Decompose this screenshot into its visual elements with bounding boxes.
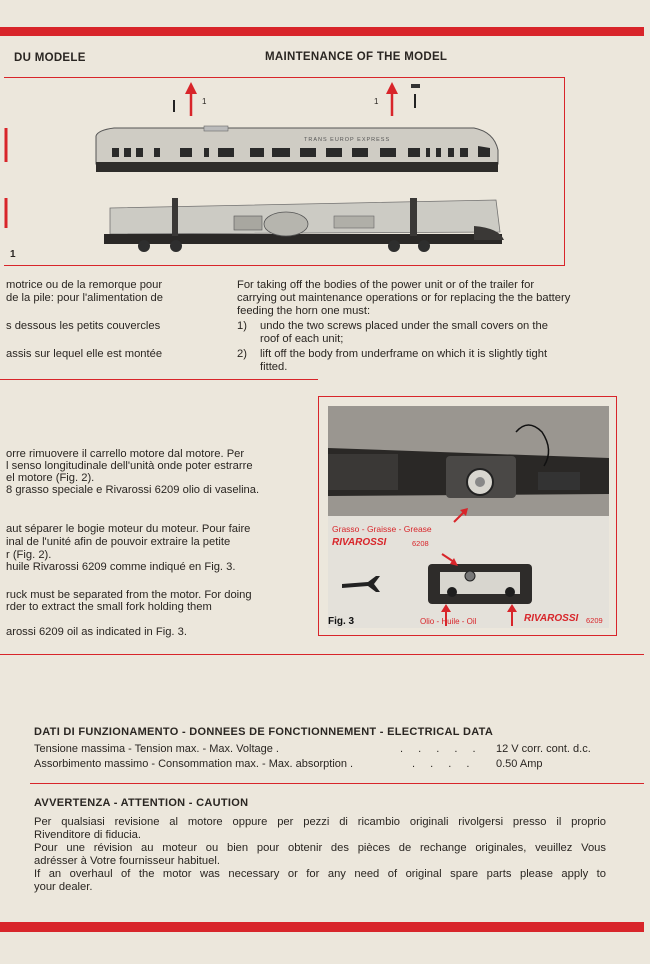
header-right: MAINTENANCE OF THE MODEL (265, 51, 448, 63)
table-row (34, 743, 279, 755)
figure-1-frame (4, 77, 565, 266)
italian-line: el motore (Fig. 2). (6, 472, 95, 484)
oil-code: 6209 (586, 616, 603, 625)
step-line: lift off the body from underframe on which it is slightly tight (260, 348, 548, 360)
english-line: arossi 6209 oil as indicated in Fig. 3. (6, 626, 187, 638)
italian-line: 8 grasso speciale e Rivarossi 6209 olio di vaselina. (6, 484, 260, 496)
warning-line: adrésser à Votre fournisseur habituel. (34, 855, 220, 867)
figure-1-label: 1 (10, 249, 16, 260)
warning-title: AVVERTENZA - ATTENTION - CAUTION (34, 797, 249, 809)
english-line: ruck must be separated from the motor. For doing (6, 589, 252, 601)
chassis (104, 198, 504, 252)
warning-line: your dealer. (34, 881, 93, 893)
french-line: r (Fig. 2). (6, 549, 52, 561)
grease-brand-logo: RIVAROSSI (332, 537, 387, 548)
italian-line: l senso longitudinale dell'unità onde poter estrarre (6, 460, 253, 472)
step-line: undo the two screws placed under the small covers on the (260, 320, 548, 332)
row-label: Tensione massima - Tension max. - Max. Voltage . (34, 743, 279, 755)
row-dots: . . . . . (400, 743, 482, 755)
italian-line: orre rimuovere il carrello motore dal motore. Per (6, 448, 245, 460)
section-divider (30, 783, 644, 784)
french-line: inal de l'unité afin de pouvoir extraire la petite (6, 536, 231, 548)
warning-line: Rivenditore di fiducia. (34, 829, 141, 841)
figure-3-illustration (328, 406, 609, 628)
row-label: Assorbimento massimo - Consommation max. - Max. absorption . (34, 758, 354, 770)
arrow-label: 1 (202, 97, 207, 106)
oil-label: Olio - Huile - Oil (420, 617, 477, 626)
french-line: aut séparer le bogie moteur du moteur. Pour faire (6, 523, 251, 535)
warning-line: Pour une révision au moteur ou bien pour obtenir des pièces de rechange originales, veuillez Vous (34, 842, 606, 854)
up-arrow-icon (185, 82, 197, 116)
figure-3-photo (328, 406, 609, 628)
header-left: DU MODELE (14, 52, 86, 64)
table-row (34, 758, 353, 770)
electrical-title: DATI DI FUNZIONAMENTO - DONNEES DE FONCTIONNEMENT - ELECTRICAL DATA (34, 726, 494, 738)
up-arrow-icon (386, 82, 398, 116)
top-red-bar (0, 27, 644, 36)
section-divider (0, 654, 644, 655)
row-value: 12 V corr. cont. d.c. (496, 743, 591, 755)
coach-body (96, 126, 498, 172)
row-dots: . . . . (412, 758, 476, 770)
oil-brand-logo: RIVAROSSI (524, 613, 579, 624)
step-line: roof of each unit; (260, 333, 344, 345)
step-line: fitted. (260, 361, 288, 373)
warning-line: Per qualsiasi revisione al motore oppure per pezzi di ricambio originali rivolgersi presso il proprio (34, 816, 606, 828)
french-line: assis sur lequel elle est montée (6, 348, 163, 360)
english-intro-line: feeding the horn one must: (237, 305, 371, 317)
english-intro-line: carrying out maintenance operations or for replacing the the battery (237, 292, 571, 304)
figure-3-frame (318, 396, 617, 636)
figure-3-label: Fig. 3 (328, 616, 355, 627)
coach-lettering: TRANS EUROP EXPRESS (304, 137, 391, 143)
bogie (428, 564, 532, 604)
french-line: huile Rivarossi 6209 comme indiqué en Fig. 3. (6, 561, 236, 573)
step-number: 1) (237, 320, 247, 332)
english-line: rder to extract the small fork holding them (6, 601, 212, 613)
grease-code: 6208 (412, 539, 429, 548)
grease-label: Grasso - Graisse - Grease (332, 524, 432, 534)
english-intro-line: For taking off the bodies of the power unit or of the trailer for (237, 279, 535, 291)
figure-1-illustration (4, 78, 565, 267)
french-line: s dessous les petits couvercles (6, 320, 161, 332)
french-line: de la pile: pour l'alimentation de (6, 292, 163, 304)
step-number: 2) (237, 348, 247, 360)
french-line: motrice ou de la remorque pour (6, 279, 163, 291)
bottom-red-bar (0, 922, 644, 932)
row-value: 0.50 Amp (496, 758, 543, 770)
warning-line: If an overhaul of the motor was necessary or for any need of original spare parts please apply to (34, 868, 606, 880)
arrow-label: 1 (374, 97, 379, 106)
section-divider (0, 379, 318, 380)
